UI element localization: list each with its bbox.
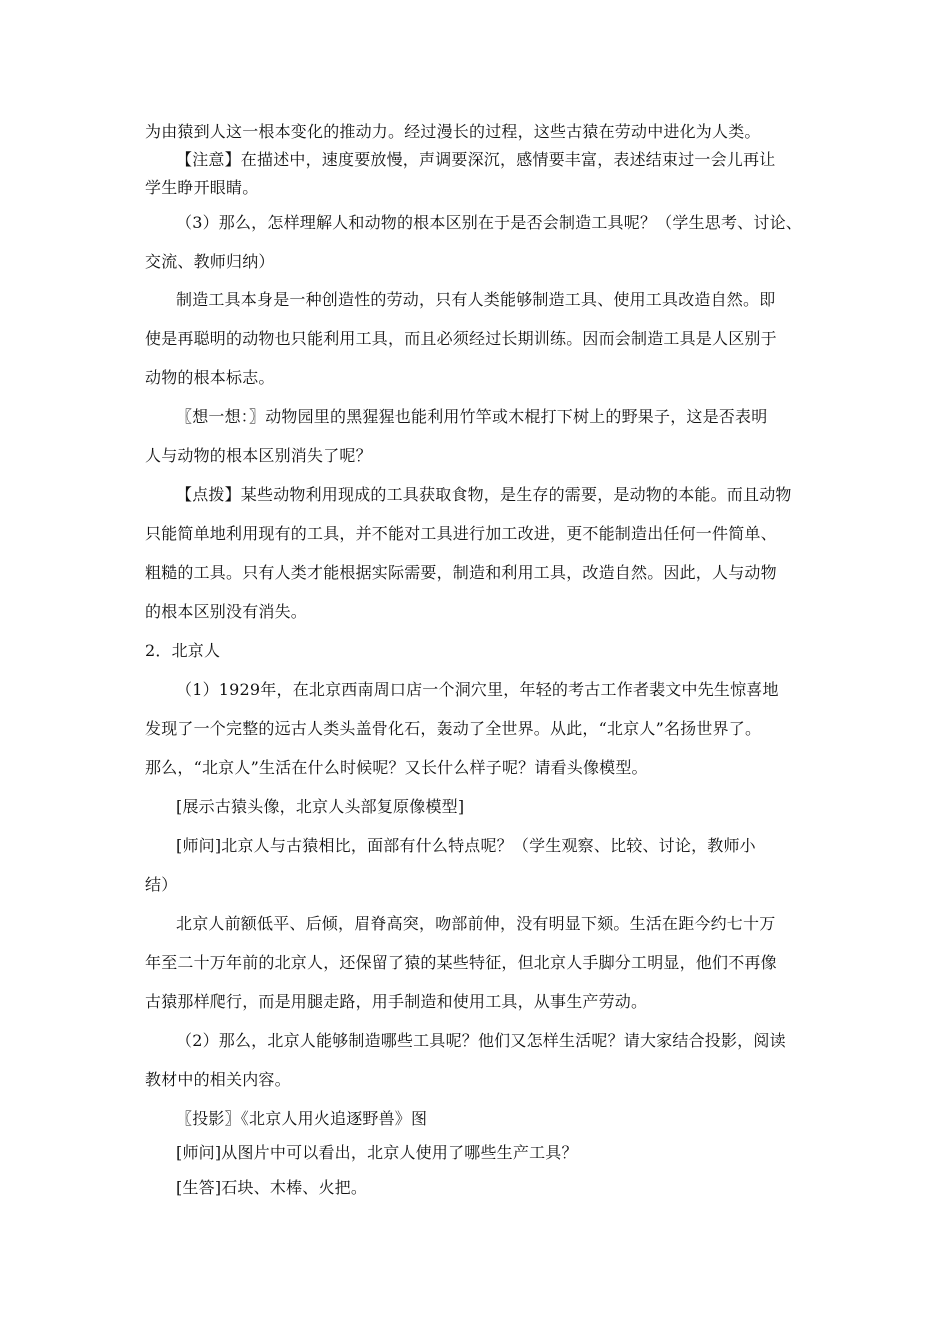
text-line: 只能简单地利用现有的工具，并不能对工具进行加工改进，更不能制造出任何一件简单、	[145, 524, 777, 543]
text-line: 制造工具本身是一种创造性的劳动，只有人类能够制造工具、使用工具改造自然。即	[176, 290, 776, 309]
text-line: 的根本区别没有消失。	[145, 602, 308, 621]
text-line: 那么，“北京人”生活在什么时候呢？又长什么样子呢？请看头像模型。	[145, 758, 648, 777]
text-line: [生答]石块、木棒、火把。	[176, 1178, 368, 1197]
text-line: 学生睁开眼睛。	[145, 178, 259, 197]
text-line: 教材中的相关内容。	[145, 1070, 291, 1089]
text-line: 【点拨】某些动物利用现成的工具获取食物，是生存的需要，是动物的本能。而且动物	[176, 485, 792, 504]
text-line: （2）那么，北京人能够制造哪些工具呢？他们又怎样生活呢？请大家结合投影，阅读	[176, 1031, 786, 1050]
text-line: （3）那么，怎样理解人和动物的根本区别在于是否会制造工具呢？（学生思考、讨论、	[176, 213, 802, 232]
text-line: [师问]北京人与古猿相比，面部有什么特点呢？（学生观察、比较、讨论，教师小	[176, 836, 756, 855]
text-line: （1）1929年，在北京西南周口店一个洞穴里，年轻的考古工作者裴文中先生惊喜地	[176, 680, 779, 699]
text-line: 古猿那样爬行，而是用腿走路，用手制造和使用工具，从事生产劳动。	[145, 992, 648, 1011]
text-line: 粗糙的工具。只有人类才能根据实际需要，制造和利用工具，改造自然。因此，人与动物	[145, 563, 777, 582]
text-line: 动物的根本标志。	[145, 368, 275, 387]
section-heading: 2．北京人	[145, 641, 221, 660]
text-line: 发现了一个完整的远古人类头盖骨化石，轰动了全世界。从此，“北京人”名扬世界了。	[145, 719, 762, 738]
text-line: 交流、教师归纳）	[145, 252, 275, 271]
text-line: 人与动物的根本区别消失了呢？	[145, 446, 372, 465]
text-line: 使是再聪明的动物也只能利用工具，而且必须经过长期训练。因而会制造工具是人区别于	[145, 329, 777, 348]
text-line: [师问]从图片中可以看出，北京人使用了哪些生产工具？	[176, 1143, 578, 1162]
text-line: 结）	[145, 875, 178, 894]
text-line: 【注意】在描述中，速度要放慢，声调要深沉，感情要丰富，表述结束过一会儿再让	[176, 150, 776, 169]
text-line: 北京人前额低平、后倾，眉脊高突，吻部前伸，没有明显下颏。生活在距今约七十万	[176, 914, 776, 933]
text-line: 年至二十万年前的北京人，还保留了猿的某些特征，但北京人手脚分工明显，他们不再像	[145, 953, 777, 972]
text-line: 〖投影〗《北京人用火追逐野兽》图	[176, 1109, 428, 1128]
text-line: 为由猿到人这一根本变化的推动力。经过漫长的过程，这些古猿在劳动中进化为人类。	[145, 122, 761, 141]
text-line: [展示古猿头像，北京人头部复原像模型]	[176, 797, 465, 816]
text-line: 〖想一想：〗动物园里的黑猩猩也能利用竹竿或木棍打下树上的野果子，这是否表明	[176, 407, 768, 426]
